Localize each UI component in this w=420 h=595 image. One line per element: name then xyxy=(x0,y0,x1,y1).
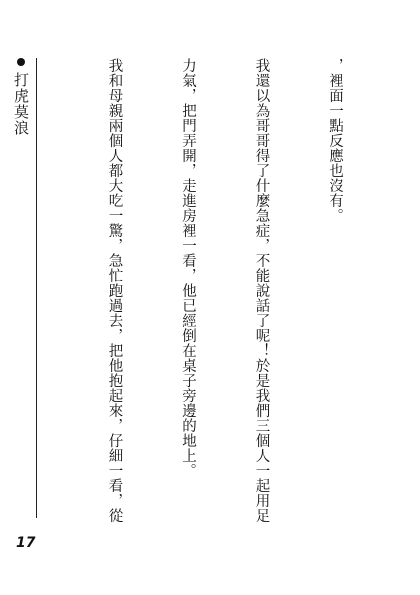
text-column: 我還以為哥哥得了什麼急症，不能說話了呢！於是我們三個人一起用足 xyxy=(253,58,270,523)
text-column: ，裡面一點反應也沒有。 xyxy=(327,58,343,223)
text-column: 力氣，把門弄開，走進房裡一看，他已經倒在桌子旁邊的地上。 xyxy=(180,58,196,478)
bullet-icon xyxy=(17,58,25,66)
text-column: 我和母親兩個人都大吃一驚，急忙跑過去，把他抱起來，仔細一看，從 xyxy=(106,58,123,523)
margin-rule xyxy=(36,58,37,518)
body-text xyxy=(56,58,396,528)
book-title xyxy=(8,58,32,136)
page-number: 17 xyxy=(16,535,36,551)
book-title-text: 打虎莫浪 xyxy=(12,72,30,136)
